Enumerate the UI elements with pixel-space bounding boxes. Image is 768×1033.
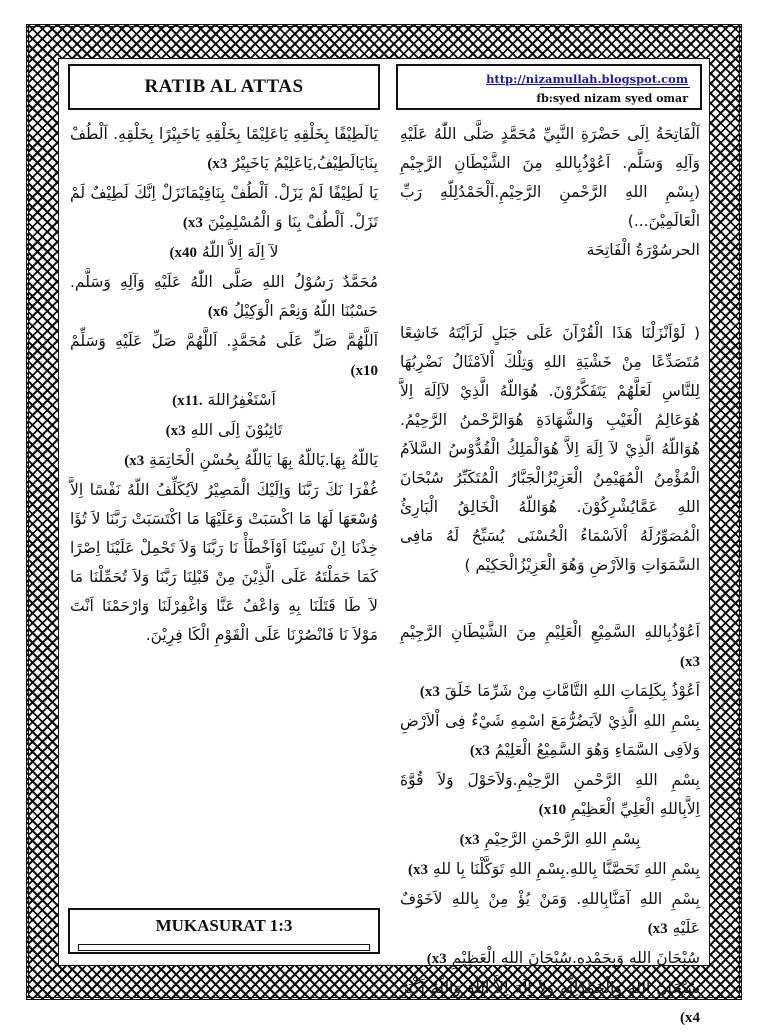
- fatiha-heading: الحرسُوْرَةُ الْفَاتِحَة: [586, 241, 700, 259]
- source-divider: [540, 87, 690, 88]
- dhikr-line: اَسْتَغْفِرُاللهَ (x11.: [172, 391, 276, 409]
- repeat-count: (x3: [182, 215, 203, 231]
- repeat-count: (x10: [538, 802, 567, 818]
- title-text: RATIB AL ATTAS: [144, 76, 304, 97]
- repeat-count: (x3: [165, 423, 186, 439]
- dhikr-line: يَاللّهُ بِهَا.يَاللّهُ بِهَا يَاللّهُ بِحُسْنِ الْخَاتِمَةِ (x3: [124, 451, 378, 469]
- blog-link[interactable]: http://nizamullah.blogspot.com: [486, 72, 688, 86]
- dhikr-line: تَائِبُوْنَ اِلَى اللهِ (x3: [165, 421, 283, 439]
- repeat-count: (x6: [207, 304, 228, 320]
- dhikr-line: يَا لَطِيْفًا لَمْ يَزَلْ. اَلْطُفْ بِنَافِيْمَانَزَلْ اِنَّكَ لَطِيْفٌ لَمْ تَزَلْ. اَلْطُفْ بِنَا وَ الْمُسْلِمِيْنَ (x3: [70, 184, 378, 231]
- footer-bar: [78, 944, 370, 951]
- dhikr-line: سُبْحَانَ اللهِ وَبِحَمْدِهِ.سُبْحَانَ اللهِ الْعَظِيْمِ (x3: [426, 949, 700, 967]
- repeat-count: (x3: [207, 156, 228, 172]
- left-column: [70, 120, 378, 650]
- repeat-count: (x3: [647, 921, 668, 937]
- fatiha-intro: اَلْفَاتِحَةُ اِلَى حَضْرَةِ النَّبِيِّ مُحَمَّدٍ صَلَّى اللّٰهُ عَلَيْهِ وَآلِهِ وَسَلَّم. اَعُوْذُبِاللهِ مِنَ الشَّيْطَانِ الرَّجِيْمِ (بِسْمِ اللهِ الرَّحْمنِ الرَّحِيْمِ.اَلْحَمْدُلِلّهِ رَبِّ الْعَالَمِيْنَ...): [400, 125, 700, 230]
- repeat-count: (x10: [350, 363, 378, 379]
- repeat-count: (x3: [124, 453, 145, 469]
- dhikr-line: يَالَطِيْفًا بِخَلْقِهِ يَاعَلِيْمًا بِخَلْقِهِ يَاخَبِيْرًا بِخَلْقِهِ. اَلْطُفْ بِنَايَالَطِيْفُ,يَاعَلِيْمُ يَاخَبِيْرُ (x3: [70, 125, 378, 172]
- dhikr-line: بِسْمِ اللهِ الرَّحْمنِ الرَّحِيْمِ.وَلاَحَوْلَ وَلاَ قُوَّةَ اِلاَّبِاللهِ الْعَلِيِّ الْعَظِيْمِ (x10: [400, 771, 700, 818]
- dhikr-line: بِسْمِ اللهِ آمَنَّابِاللهِ. وَمَنْ يُؤْ مِنْ بِاللهِ لاَخَوْفٌ عَلَيْهِ (x3: [400, 890, 700, 937]
- page-number-box: [68, 908, 380, 954]
- dhikr-line: بِسْمِ اللهِ الَّذِيْ لاَيَضُرُّمَعَ اسْمِهِ شَيْءٌ فِى اْلاَرْضِ وَلاَفِى السَّمَاءِ وَهُوَ السَّمِيْعُ الْعَلِيْمُ (x3: [400, 712, 700, 759]
- hasyr-verses: ( لَوْاَنْزَلْنَا هَذَا الْقُرْآنَ عَلَى جَبَلٍ لَرَاَيْتَهُ خَاشِعًا مُتَصَدِّعًا مِنْ خَشْيَةِ اللهِ وَتِلْكَ اْلاَمْثَالُ نَضْرِبُهَا لِلنَّاسِ لَعَلَّهُمْ يَتَفَكَّرُوْنَ. هُوَاللّهُ الَّذِيْ لآاِلَهَ اِلاَّ هُوَعَالِمُ الْغَيْبِ وَالشَّهَادَةِ هُوَالرَّحْمنُ الرَّحِيْمُ. هُوَاللّهُ الَّذِيْ لآ اِلَهَ اِلاَّ هُوَالْمَلِكُ الْقُدُّوْسُ السَّلاَمُ الْمُؤْمِنُ الْمُهَيْمِنُ الْعَزِيْزُالْجَبَّارُ الْمُتَكَبِّرُ سُبْحَانَ اللهِ عَمَّايُشْرِكُوْنَ. هُوَاللّهُ الْخَالِقُ الْبَارِئُ الْمُصَوِّرُلَهُ اْلاَسْمَاءُ الْحُسْنَى يُسَبِّحُ لَهُ مَافِى السَّمَوَاتِ وَالاَرْضِ وَهُوَ الْعَزِيْزُالْحَكِيْم ): [400, 324, 700, 574]
- repeat-count: (x3: [469, 743, 490, 759]
- dhikr-line: لآ اِلَهَ اِلاَّ اللّهُ (x40: [169, 243, 279, 261]
- repeat-count: (x3: [419, 684, 440, 700]
- dhikr-line: سُبْحَانَ اللهِ وَالْحَمْدُلِلّهِ وَلآ اِلَهَ اِلاَّ اللّهُ وَاللّهُ اَكْبَرُ (x4: [400, 979, 700, 1026]
- source-box: [396, 64, 702, 110]
- facebook-credit: fb:syed nizam syed omar: [536, 92, 688, 105]
- repeat-count: (x3: [680, 654, 700, 670]
- dhikr-line: اَللَّهُمَّ صَلِّ عَلَى مُحَمَّدٍ. اَللَّهُمَّ صَلِّ عَلَيْهِ وَسَلِّمْ (x10: [70, 332, 378, 379]
- right-column: [400, 120, 700, 1033]
- page-number: MUKASURAT 1:3: [155, 916, 293, 935]
- dhikr-line: بِسْمِ اللهِ تَحَصَّنَّا بِاللهِ.بِسْمِ اللهِ تَوَكَّلْنَا بِا للهِ (x3: [407, 860, 700, 878]
- page-title: [68, 64, 380, 110]
- dhikr-line: مُحَمَّدٌ رَسُوْلُ اللهِ صَلَّى اللّٰهُ عَلَيْهِ وَآلِهِ وَسَلَّم. حَسْبُنَا اللّهُ وَنِعْمَ الْوَكِيْلُ (x6: [70, 273, 378, 320]
- repeat-count: (x11.: [172, 393, 203, 409]
- repeat-count: (x3: [407, 862, 428, 878]
- repeat-count: (x4: [680, 1010, 700, 1026]
- repeat-count: (x3: [459, 832, 480, 848]
- dhikr-line: اَعُوْذُ بِكَلِمَاتِ اللهِ التَّامَّاتِ مِنْ شَرِّمَا خَلَقَ (x3: [419, 682, 700, 700]
- dhikr-line: اَعُوْذُبِاللهِ السَّمِيْعِ الْعَلِيْمِ مِنَ الشَّيْطَانِ الرَّجِيْمِ (x3: [400, 623, 700, 670]
- repeat-count: (x3: [426, 951, 447, 967]
- repeat-count: (x40: [169, 245, 197, 261]
- dhikr-line: بِسْمِ اللهِ الرَّحْمنِ الرَّحِيْمِ (x3: [459, 830, 641, 848]
- closing-prayer: غُفْرَا نَكَ رَبَّنَا وَاِلَيْكَ الْمَصِيْرُ لاَيُكَلِّفُ اللّهُ نَفْسًا اِلاَّ وُسْعَهَا لَهَا مَا اكْسَبَتْ وَعَلَيْهَا مَا اكْتَسَبَتْ رَبَّنَا لاَ تُؤَا خِذْنَا اِنْ نَسِيْنَا اَوْاَخْطَأْ نَا رَبَّنَا وَلاَ تَحْمِلْ عَلَيْنَا اِصْرًا كَمَا حَمَلْتَهُ عَلَى الَّذِيْنَ مِنْ قَبْلِنَا رَبَّنَا وَلاَ تُحَمِّلْنَا مَا لاَ طَا قَتَلَنَا بِهِ وَاعْفُ عَنَّا وَاغْفِرْلَنَا وَارْحَمْنَا اَنْتَ مَوْلاَ نَا فَانْصُرْنَا عَلَى الْقَوْمِ الْكَا فِرِيْنَ.: [70, 481, 378, 644]
